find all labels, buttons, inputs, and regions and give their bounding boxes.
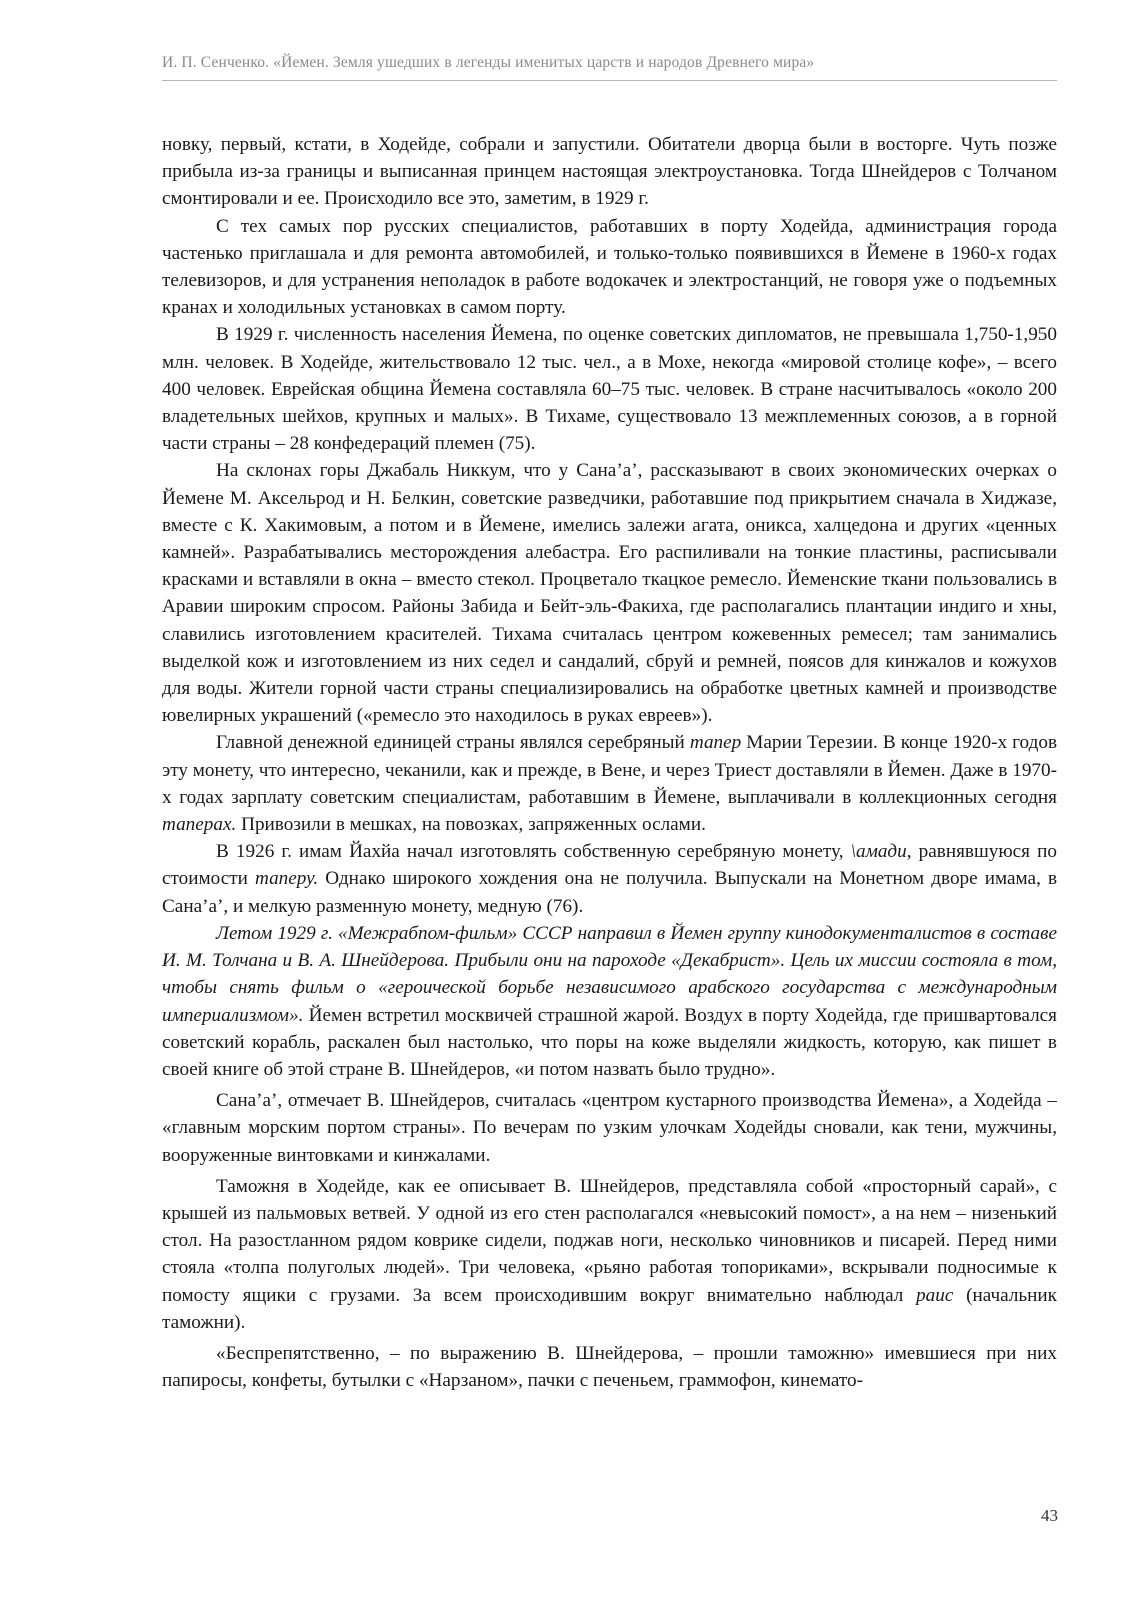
italic-term: таперу. [254,868,319,890]
italic-term: \амади [850,841,907,863]
text-run: Йемен встретил москвичей страшной жарой. Воздух в порту Ходейда, где пришвартовался советский корабль, раскален был настолько, что поры на коже выделяли жидкость, которую, как пишет в своей книге об этой стране В. Шнейдеров, «и потом назвать было трудно». [162,1004,1057,1080]
paragraph [162,1173,1057,1336]
paragraph: На склонах горы Джабаль Никкум, что у Сана’а’, рассказывают в своих экономических очерках о Йемене М. Аксельрод и Н. Белкин, советские разведчики, работавшие под прикрытием сначала в Хиджазе, вместе с К. Хакимовым, а потом и в Йемене, имелись залежи агата, оникса, халцедона и других «ценных камней». Разрабатывались месторождения алебастра. Его распиливали на тонкие пластины, расписывали красками и вставляли в окна – вместо стекол. Процветало ткацкое ремесло. Йеменские ткани пользовались в Аравии широким спросом. Районы Забида и Бейт-эль-Факиха, где располагались плантации индиго и хны, славились изготовлением красителей. Тихама считалась центром кожевенных ремесел; там занимались выделкой кож и изготовлением из них седел и сандалий, сбруй и ремней, поясов для кинжалов и кожухов для воды. Жители горной части страны специализировались на обработке цветных камней и производстве ювелирных украшений («ремесло это находилось в руках евреев»). [162,460,1057,727]
text-run: Таможня в Ходейде, как ее описывает В. Шнейдеров, представляла собой «просторный сарай», с крышей из пальмовых ветвей. У одной из его стен располагался «невысокий помост», а на нем – низенький стол. На разостланном рядом коврике сидели, поджав ноги, несколько чиновников и писарей. Перед ними стояла «толпа полуголых людей». Три человека, «рьяно работая топориками», вскрывали подносимые к помосту ящики с грузами. За всем происходившим вокруг внимательно наблюдал [162,1175,1057,1306]
paragraph [162,838,1057,920]
text-run: В 1926 г. имам Йахйа начал изготовлять собственную серебряную монету, [216,841,851,863]
text-run: Однако широкого хождения она не получила. Выпускали на Монетном дворе имама, в Сана’а’, и мелкую разменную монету, медную (76). [162,868,1057,917]
paragraph: «Беспрепятственно, – по выражению В. Шнейдерова, – прошли таможню» имевшиеся при них папиросы, конфеты, бутылки с «Нарзаном», пачки с печеньем, граммофон, кинемато- [162,1342,1057,1392]
paragraph: новку, первый, кстати, в Ходейде, собрали и запустили. Обитатели дворца были в восторге. Чуть позже прибыла из-за границы и выписанная принцем настоящая электроустановка. Тогда Шнейдеров с Толчаном смонтировали и ее. Происходило все это, заметим, в 1929 г. [162,134,1057,210]
italic-passage: Летом 1929 г. «Межрабпом-фильм» СССР направил в Йемен группу кинодокументалистов в составе И. М. Толчана и В. А. Шнейдерова. Прибыли они на пароходе «Декабрист». Цель их миссии состояла в том, чтобы снять фильм о «героической борьбе независимого арабского государства с международным империализмом». [162,922,1057,1026]
text-run: Марии Терезии. В конце 1920-х годов эту монету, что интересно, чеканили, как и прежде, в Вене, и через Триест доставляли в Йемен. Даже в 1970-х годах зарплату советским специалистам, работавшим в Йемене, выплачивали в коллекционных сегодня [162,732,1057,808]
text-run: (начальник таможни). [162,1284,1057,1333]
italic-term: тапер [689,732,742,754]
text-run: Главной денежной единицей страны являлся серебряный [216,732,690,754]
page-number: 43 [1041,1506,1058,1525]
body-text [162,131,1057,1394]
text-run: Привозили в мешках, на повозках, запряженных ослами. [236,814,706,836]
paragraph: С тех самых пор русских специалистов, работавших в порту Ходейда, администрация города частенько приглашала и для ремонта автомобилей, и только-только появившихся в Йемене в 1960-х годах телевизоров, и для устранения неполадок в работе водокачек и электростанций, не говоря уже о подъемных кранах и холодильных установках в самом порту. [162,215,1057,319]
italic-term: раис [916,1284,954,1306]
paragraph [162,729,1057,838]
paragraph [162,920,1057,1083]
running-head: И. П. Сенченко. «Йемен. Земля ушедших в легенды именитых царств и народов Древнего мира» [162,54,815,71]
paragraph: В 1929 г. численность населения Йемена, по оценке советских дипломатов, не превышала 1,750-1,950 млн. человек. В Ходейде, жительствовало 12 тыс. чел., а в Мохе, некогда «мировой столице кофе», – всего 400 человек. Еврейская община Йемена составляла 60–75 тыс. человек. В стране насчитывалось «около 200 владетельных шейхов, крупных и малых». В Тихаме, существовало 13 межплеменных союзов, а в горной части страны – 28 конфедераций племен (75). [162,324,1057,455]
header-divider [162,80,1057,81]
paragraph: Сана’а’, отмечает В. Шнейдеров, считалась «центром кустарного производства Йемена», а Ходейда – «главным морским портом страны». По вечерам по узким улочкам Ходейды сновали, как тени, мужчины, вооруженные винтовками и кинжалами. [162,1090,1057,1166]
text-run: , равнявшуюся по стоимости [162,841,1057,890]
italic-term: таперах. [162,814,237,836]
